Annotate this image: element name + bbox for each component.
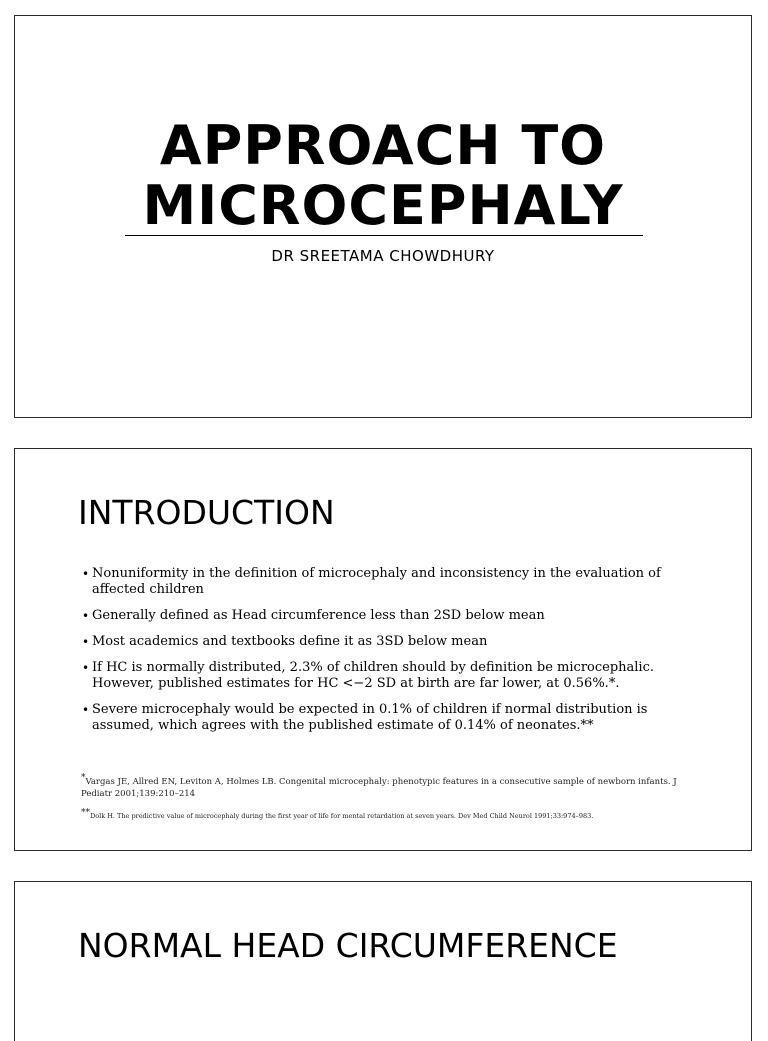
title-slide <box>14 15 752 418</box>
reference-2 <box>81 809 701 821</box>
bullet-text: Most academics and textbooks define it as 3SD below mean <box>92 634 488 649</box>
bullet-text: Nonuniformity in the definition of microcephaly and inconsistency in the evaluation of affected children <box>92 566 661 597</box>
slide-heading: NORMAL HEAD CIRCUMFERENCE <box>78 926 618 965</box>
title-line-2: MICROCEPHALY <box>142 174 624 237</box>
bullet-item <box>82 702 692 734</box>
bullet-text: Generally defined as Head circumference less than 2SD below mean <box>92 608 545 623</box>
bullet-item <box>82 660 692 692</box>
bullet-item <box>82 566 692 598</box>
bullet-icon: • <box>82 661 90 675</box>
slide-heading: INTRODUCTION <box>78 493 335 532</box>
normal-head-circumference-slide <box>14 881 752 1041</box>
reference-1-text: Vargas JE, Allred EN, Leviton A, Holmes LB. Congenital microcephaly: phenotypic features in a consecutive sample of newborn infants. J Pediatr 2001;139:210–214 <box>81 776 677 799</box>
bullet-text: Severe microcephaly would be expected in 0.1% of children if normal distribution is assumed, which agrees with the published estimate of 0.14% of neonates.** <box>92 702 648 733</box>
bullet-icon: • <box>82 703 90 717</box>
reference-2-text: Dolk H. The predictive value of microcephaly during the first year of life for mental retardation at seven years. Dev Med Child Neurol 1991;33:974–983. <box>90 812 594 821</box>
bullet-item <box>82 634 692 650</box>
introduction-slide <box>14 448 752 851</box>
reference-2-marker: ** <box>81 808 90 818</box>
reference-1 <box>81 772 701 800</box>
slide-title <box>15 116 751 236</box>
slide-subtitle: DR SREETAMA CHOWDHURY <box>271 247 495 265</box>
title-divider <box>125 235 643 236</box>
bullet-icon: • <box>82 635 90 649</box>
bullet-icon: • <box>82 609 90 623</box>
title-line-1: APPROACH TO <box>159 114 607 177</box>
bullet-text: If HC is normally distributed, 2.3% of children should by definition be microcephalic. However, published estimates for HC <−2 SD at birth are far lower, at 0.56%.*. <box>92 660 655 691</box>
bullet-icon: • <box>82 567 90 581</box>
reference-1-marker: * <box>81 773 86 783</box>
bullet-item <box>82 608 692 624</box>
bullet-list <box>82 566 692 744</box>
